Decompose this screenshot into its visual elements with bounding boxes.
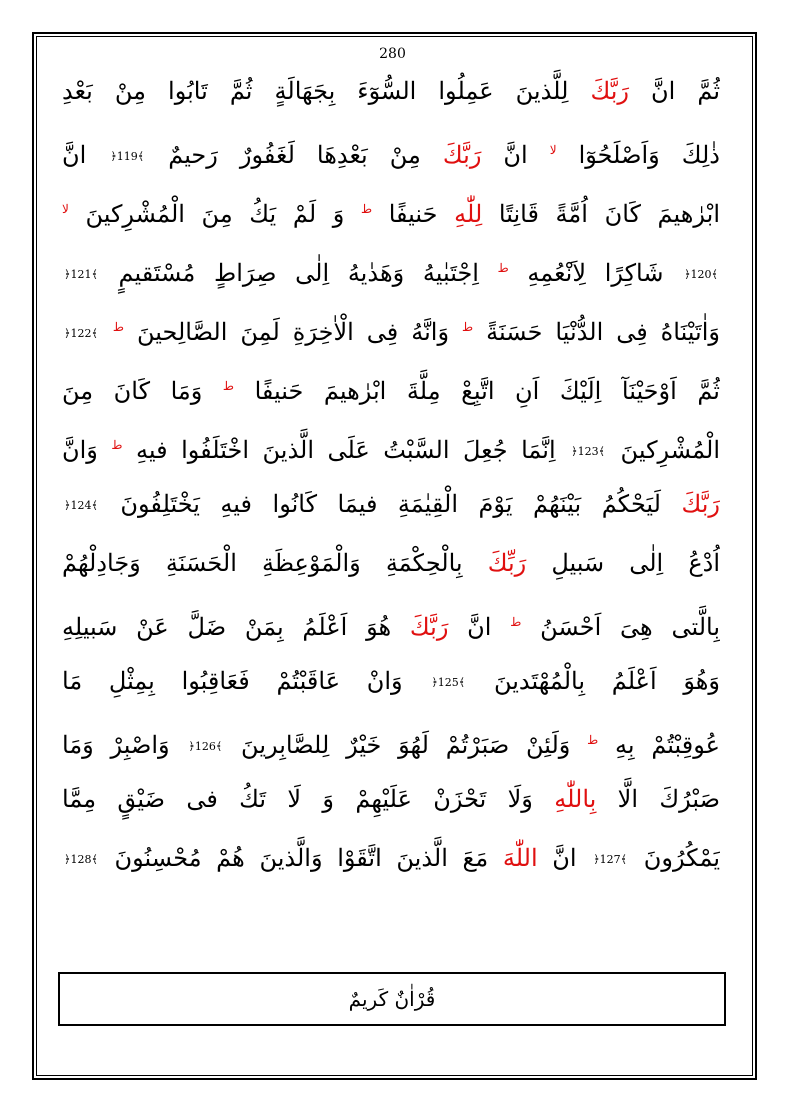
divine-name: رَبَّكَ [590,77,629,105]
verse-text: بِالْحِكْمَةِ وَالْمَوْعِظَةِ الْحَسَنَةِ وَجَادِلْهُمْ [62,549,488,577]
verse-text: انَّ [448,613,511,641]
verse-text: الْمُشْرِكينَ [607,436,720,464]
verse-text: انَّ [62,141,109,169]
verse-line [62,416,720,475]
verse-text: مِنْ بَعْدِهَا لَغَفُورٌ رَحيمٌ [146,141,443,169]
pause-mark: ط [360,202,373,216]
verse-line [62,475,720,534]
verse-text: عُوقِبْتُمْ بِهِ [598,731,720,759]
verse-text: مَعَ الَّذينَ اتَّقَوْا وَالَّذينَ هُمْ مُحْسِنُونَ [99,844,503,872]
verse-number: ﴿122﴾ [64,327,98,340]
verse-number: ﴿127﴾ [593,853,628,866]
divine-name: رَبَّكَ [442,141,482,169]
verse-text: وَلَئِنْ صَبَرْتُمْ لَهُوَ خَيْرٌ لِلصَّابِرينَ [224,731,588,759]
verse-text [100,318,113,346]
verse-line [62,239,720,298]
verse-text-block [62,62,720,888]
verse-text: وَاصْبِرْ وَمَا [62,731,187,759]
verse-number: ﴿123﴾ [571,445,606,458]
verse-text: وَانَّهُ فِى الْاٰخِرَةِ لَمِنَ الصَّالِحينَ [123,318,463,346]
pause-mark: ط [587,733,599,747]
verse-text: ذٰلِكَ وَاَصْلَحُوٓا [556,141,720,169]
verse-number: ﴿121﴾ [64,268,98,281]
verse-line [62,180,720,239]
pause-mark: لا [62,202,69,216]
verse-number: ﴿126﴾ [188,740,223,753]
pause-mark: ط [222,379,235,393]
footer-title: قُرْاٰنٌ كَريمٌ [348,987,436,1011]
verse-text: وَاٰتَيْنَاهُ فِى الدُّنْيَا حَسَنَةً [473,318,720,346]
verse-text: لِلَّذينَ عَمِلُوا السُّوٓءَ بِجَهَالَةٍ ثُمَّ تَابُوا مِنْ بَعْدِ [62,77,591,105]
verse-text: انَّ [537,844,592,872]
verse-line [62,534,720,593]
verse-text: حَنيفًا [372,200,455,228]
verse-text: وَهُوَ اَعْلَمُ بِالْمُهْتَدينَ [467,667,720,695]
verse-number: ﴿125﴾ [431,676,466,689]
verse-text: صَبْرُكَ الَّا [596,785,720,813]
verse-line [62,711,720,770]
pause-mark: ط [111,438,123,452]
divine-name: بِاللّٰهِ [554,785,597,813]
verse-number: ﴿124﴾ [64,499,98,512]
verse-line [62,121,720,180]
divine-name: لِلّٰهِ [454,200,483,228]
divine-name: اللّٰهَ [502,844,538,872]
verse-text: يَمْكُرُونَ [629,844,720,872]
verse-text: ابْرٰهيمَ كَانَ اُمَّةً قَانِتًا [482,200,720,228]
verse-text: وَانْ عَاقَبْتُمْ فَعَاقِبُوا بِمِثْلِ مَا [62,667,430,695]
pause-mark: ط [497,261,509,275]
verse-line [62,770,720,829]
verse-line [62,298,720,357]
pause-mark: لا [549,143,557,157]
verse-text: اِنَّمَا جُعِلَ السَّبْتُ عَلَى الَّذينَ اخْتَلَفُوا فيهِ [122,436,570,464]
verse-line [62,593,720,652]
verse-text: وَمَا كَانَ مِنَ [62,377,223,405]
verse-text: ثُمَّ انَّ [628,77,720,105]
verse-text: وَانَّ [62,436,112,464]
verse-text: شَاكِرًا لِاَنْعُمِهِ [508,259,683,287]
verse-text: لَيَحْكُمُ بَيْنَهُمْ يَوْمَ الْقِيٰمَةِ فيمَا كَانُوا فيهِ يَخْتَلِفُونَ [99,490,682,518]
verse-line [62,829,720,888]
divine-name: رَبَّكَ [681,490,720,518]
page-number: 280 [379,46,406,62]
verse-text: اُدْعُ اِلٰى سَبيلِ [526,549,720,577]
verse-line [62,62,720,121]
verse-number: ﴿119﴾ [110,150,145,163]
verse-number: ﴿128﴾ [64,853,98,866]
verse-text: اِجْتَبٰيهُ وَهَدٰيهُ اِلٰى صِرَاطٍ مُسْتَقيمٍ [99,259,498,287]
pause-mark: ط [112,320,124,334]
verse-text: ثُمَّ اَوْحَيْنَآ اِلَيْكَ اَنِ اتَّبِعْ مِلَّةَ ابْرٰهيمَ حَنيفًا [234,377,720,405]
verse-line [62,652,720,711]
verse-number: ﴿120﴾ [684,268,718,281]
verse-line [62,357,720,416]
divine-name: رَبِّكَ [487,549,527,577]
divine-name: رَبَّكَ [409,613,449,641]
verse-text: انَّ [481,141,550,169]
verse-text: وَ لَمْ يَكُ مِنَ الْمُشْرِكينَ [68,200,361,228]
verse-text: بِالَّتى هِىَ اَحْسَنُ [521,613,720,641]
verse-text: هُوَ اَعْلَمُ بِمَنْ ضَلَّ عَنْ سَبيلِهِ [62,613,410,641]
pause-mark: ط [510,615,522,629]
pause-mark: ط [462,320,474,334]
verse-text: وَلَا تَحْزَنْ عَلَيْهِمْ وَ لَا تَكُ فى ضَيْقٍ مِمَّا [62,785,555,813]
footer-box [58,972,726,1026]
